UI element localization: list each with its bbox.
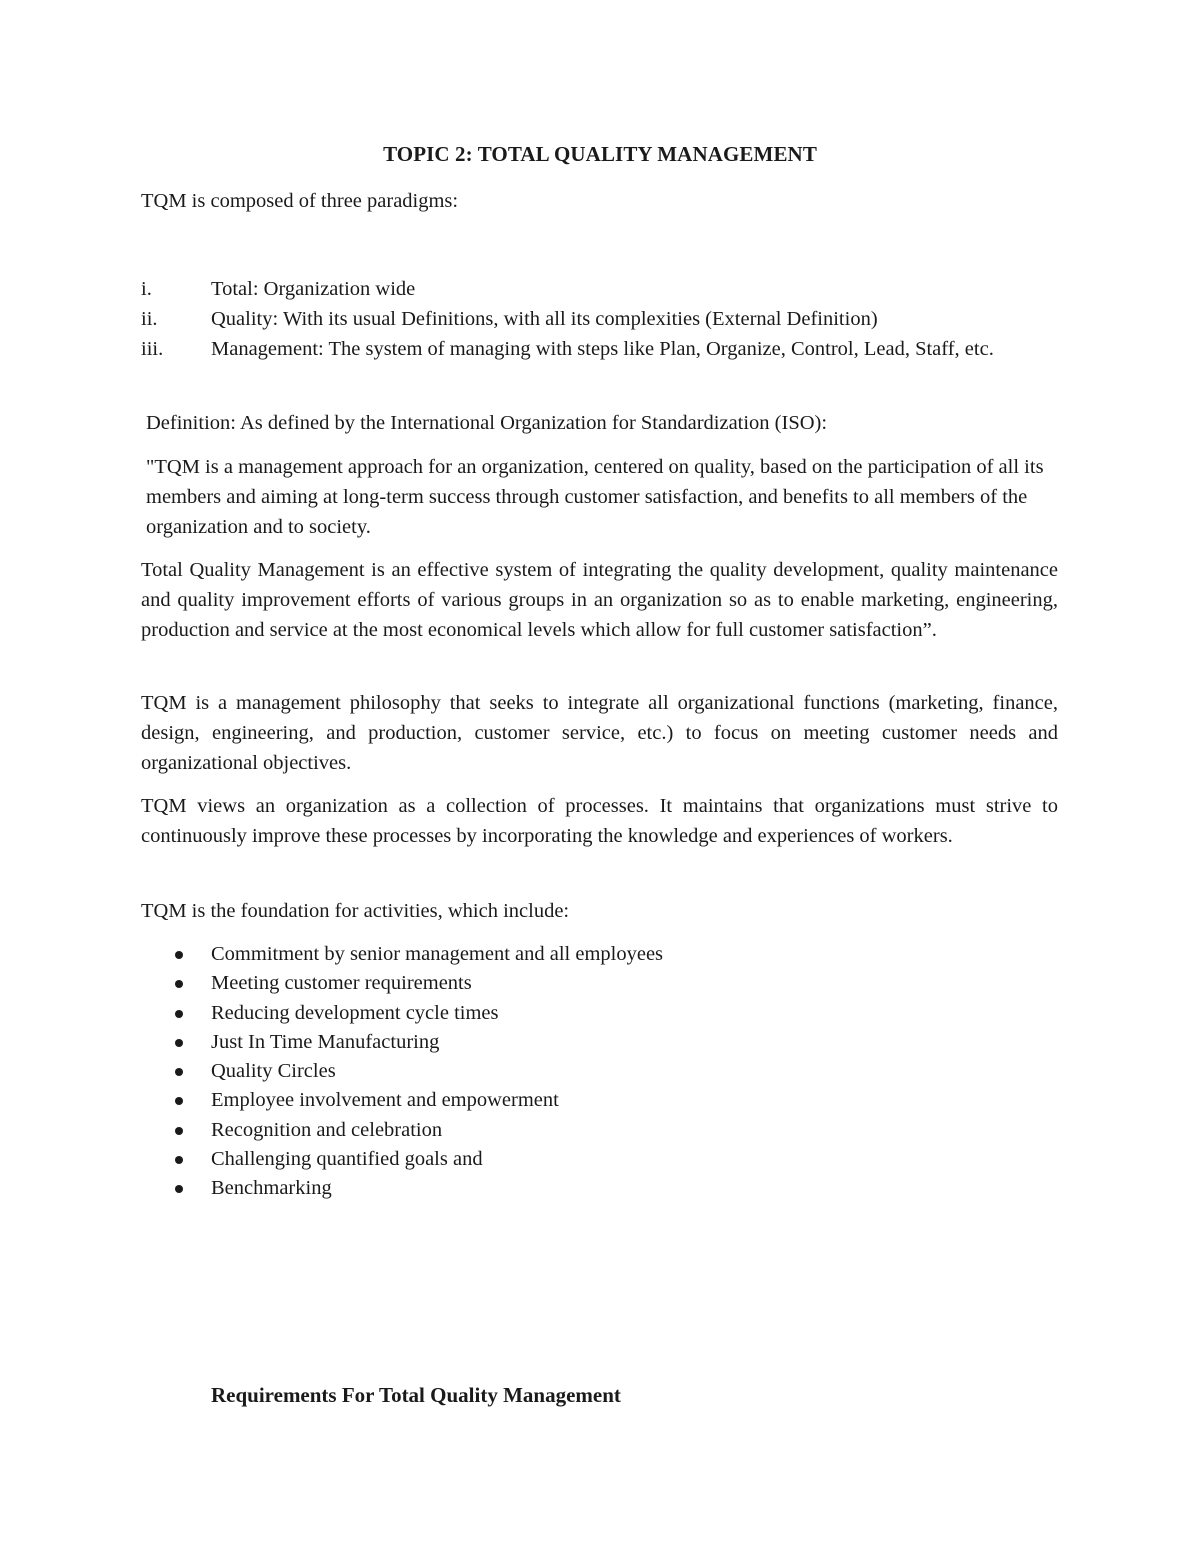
list-item [141,1057,1058,1086]
list-item [141,1116,1058,1145]
bullet-icon [175,980,183,988]
bullet-icon [175,1039,183,1047]
bullet-icon [175,1097,183,1105]
intro-text: TQM is composed of three paradigms: [141,190,459,212]
bullet-icon [175,1010,183,1018]
list-item [141,999,1058,1028]
list-item-number: iii. [141,338,164,360]
list-item-text: Management: The system of managing with steps like Plan, Organize, Control, Lead, Staff, etc. [211,338,994,360]
list-item-text: Recognition and celebration [211,1118,443,1141]
bullet-icon [175,1127,183,1135]
activities-list [141,940,1058,1204]
list-item [141,1028,1058,1057]
list-item-text: Challenging quantified goals and [211,1148,483,1171]
paragraph-tqm-system: Total Quality Management is an effective system of integrating the quality development, quality maintenance and quality improvement efforts of various groups in an organization so as to enable marketing, engineering, production and service at the most economical levels which allow for full customer satisfaction”. [141,559,1058,641]
paragraph-tqm-processes: TQM views an organization as a collection of processes. It maintains that organizations must strive to continuously improve these processes by incorporating the knowledge and experiences of workers. [141,795,1058,847]
list-item-text: Benchmarking [211,1177,332,1200]
list-item-number: i. [141,278,152,300]
bullet-icon [175,1068,183,1076]
list-item-text: Meeting customer requirements [211,972,472,995]
bullet-icon [175,1185,183,1193]
list-item-number: ii. [141,308,158,330]
list-item-text: Quality Circles [211,1060,336,1083]
list-item [141,1174,1058,1203]
list-item [141,274,1058,304]
paragraph-activities-intro: TQM is the foundation for activities, which include: [141,900,570,922]
bullet-icon [175,1156,183,1164]
list-item [141,1086,1058,1115]
section-heading: Requirements For Total Quality Management [211,1383,621,1407]
list-item-text: Employee involvement and empowerment [211,1089,559,1112]
iso-quote: "TQM is a management approach for an organization, centered on quality, based on the participation of all its members and aiming at long-term success through customer satisfaction, and benefits to all members of the organization and to society. [146,456,1044,538]
page-title: TOPIC 2: TOTAL QUALITY MANAGEMENT [383,142,817,166]
paradigm-list [141,274,1058,364]
definition-intro: Definition: As defined by the International Organization for Standardization (ISO): [146,412,828,434]
list-item [141,334,1058,364]
list-item [141,304,1058,334]
paragraph-tqm-philosophy: TQM is a management philosophy that seeks to integrate all organizational functions (marketing, finance, design, engineering, and production, customer service, etc.) to focus on meeting customer needs and organizational objectives. [141,692,1058,774]
bullet-icon [175,951,183,959]
list-item-text: Total: Organization wide [211,278,416,300]
list-item-text: Reducing development cycle times [211,1001,499,1024]
list-item [141,969,1058,998]
list-item-text: Just In Time Manufacturing [211,1030,440,1053]
list-item-text: Commitment by senior management and all employees [211,943,664,965]
list-item [141,1145,1058,1174]
list-item [141,940,1058,969]
list-item-text: Quality: With its usual Definitions, with all its complexities (External Definition) [211,308,878,330]
